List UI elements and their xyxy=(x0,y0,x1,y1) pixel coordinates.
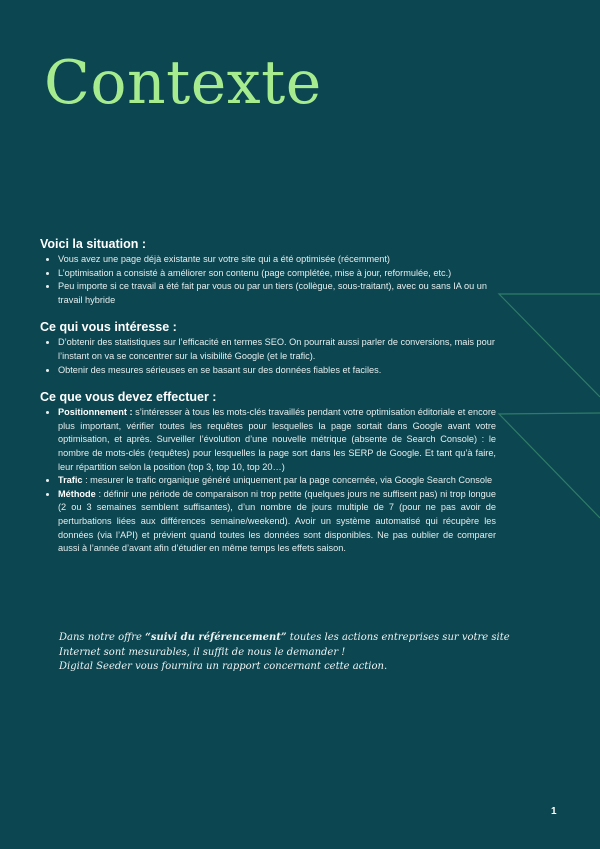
item-label: Trafic xyxy=(58,475,83,486)
list-item: • Peu importe si ce travail a été fait par vous ou par un tiers (collègue, sous-traitant), avec ou sans IA ou un travail hybride xyxy=(58,280,496,307)
page-number: 1 xyxy=(551,806,557,817)
list-item: • Obtenir des mesures sérieuses en se basant sur des données fiables et faciles. xyxy=(58,364,496,378)
note-text: Internet sont mesurables, il suffit de nous le demander ! xyxy=(59,646,346,658)
list-item: • Vous avez une page déjà existante sur votre site qui a été optimisée (récemment) xyxy=(58,253,496,267)
section-heading-actions: Ce que vous devez effectuer : xyxy=(40,390,217,405)
item-text: s’intéresser à tous les mots-clés travaillés pendant votre optimisation éditoriale et encore plus important, vérifier toutes les requêtes pour lesquelles la page sortait dans Google avant votre optimisation, et après. Surveiller l’évolution d’une nouvelle métrique (absente de Search Console) : le nombre de mots-clés (requêtes) pour lesquelles la page sort dans les SERP de Google. Et tant qu’à faire, leur répartition selon la position (top 3, top 10, top 20…) xyxy=(58,407,496,472)
list-item xyxy=(58,406,496,474)
interest-list xyxy=(40,336,496,377)
note-text: Digital Seeder vous fournira un rapport concernant cette action. xyxy=(59,661,388,672)
item-text: : définir une période de comparaison ni trop petite (quelques jours ne suffisent pas) ni trop longue (2 ou 3 semaines semblent suffisantes), d’un nombre de jours multiple de 7 (pour ne pas avoir de perturbations liées aux différences semaine/weekend). Avoir un système automatisé qui récupère les données (via l’API) et prévient quand toutes les données sont disponibles. Ne pas oublier de comparer aussi à l’année d’avant afin d’étudier en même temps les effets saison. xyxy=(58,488,496,554)
section-heading-interest: Ce qui vous intéresse : xyxy=(40,320,177,335)
situation-list xyxy=(40,253,496,307)
list-item xyxy=(58,488,496,556)
list-item xyxy=(58,474,496,488)
list-item: • D’obtenir des statistiques sur l’efficacité en termes SEO. On pourrait aussi parler de conversions, mais pour l’instant on va se concentrer sur la visibilité Google (et le trafic). xyxy=(58,336,496,363)
item-label: Positionnement : xyxy=(58,407,133,418)
item-text: : mesurer le trafic organique généré uniquement par la page concernée, via Google Search Console xyxy=(82,475,493,486)
note-text: toutes les actions entreprises sur votre site xyxy=(286,632,510,643)
content xyxy=(40,237,496,569)
offer-note xyxy=(59,631,510,675)
list-item: • L’optimisation a consisté à améliorer son contenu (page complétée, mise à jour, reformulée, etc.) xyxy=(58,267,496,281)
note-offer-name: “suivi du référencement” xyxy=(145,632,287,643)
page-title: Contexte xyxy=(44,48,322,118)
item-label: Méthode xyxy=(58,488,96,499)
note-text: Dans notre offre xyxy=(59,632,146,643)
section-heading-situation: Voici la situation : xyxy=(40,237,147,251)
actions-list xyxy=(40,406,496,556)
